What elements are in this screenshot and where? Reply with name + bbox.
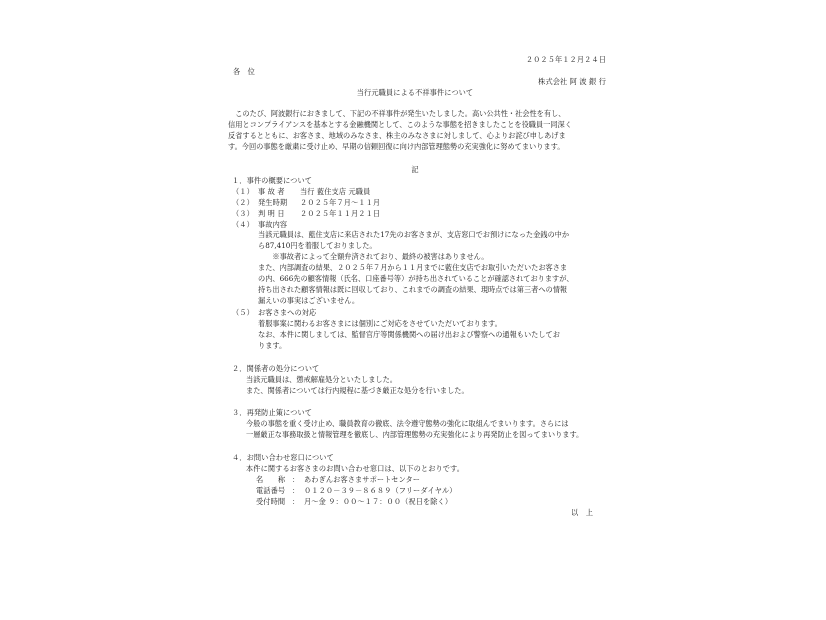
incident-line: また、内部調査の結果、２０２５年７月から１１月までに藍住支店でお取引いただいたお客さま xyxy=(258,263,568,272)
incident-line: 当該元職員は、藍住支店に来店された17先のお客さまが、支店窓口でお預けになった金銭の中か xyxy=(258,230,570,239)
section4-intro: 本件に関するお客さまのお問い合わせ窓口は、以下のとおりです。 xyxy=(246,464,465,473)
contact-separator: ： xyxy=(292,475,300,484)
item-number: （３） xyxy=(232,209,254,218)
contact-separator: ： xyxy=(292,497,300,506)
section3-line: 今般の事態を重く受け止め、職員教育の徹底、法令遵守態勢の強化に取組んでまいります。さらには xyxy=(246,419,569,428)
section4-heading: ４．お問い合わせ窓口について xyxy=(232,453,334,462)
item-label: 発生時期 xyxy=(258,198,288,207)
document-title: 当行元職員による不祥事件について xyxy=(356,88,474,97)
item-label: お客さまへの対応 xyxy=(258,308,317,317)
contact-phone: ０１２０－３９－８６８９（フリーダイヤル） xyxy=(304,486,457,495)
intro-line: このたび、阿波銀行におきまして、下記の不祥事件が発生いたしました。高い公共性・社会性を有し、 xyxy=(228,109,566,118)
response-line: ります。 xyxy=(258,341,287,350)
item-value: ２０２５年１１月２１日 xyxy=(300,209,381,218)
section1-heading: １．事件の概要について xyxy=(232,176,313,185)
item-label: 事 故 者 xyxy=(258,187,285,196)
incident-line: 漏えいの事実はございません。 xyxy=(258,296,360,305)
section2-line: また、関係者については行内規程に基づき厳正な処分を行いました。 xyxy=(246,386,469,395)
item-number: （４） xyxy=(232,220,254,229)
contact-label: 受付時間 xyxy=(256,497,286,506)
incident-details xyxy=(258,229,598,306)
addressee: 各 位 xyxy=(233,67,255,76)
contact-name: あわぎんお客さまサポートセンター xyxy=(304,475,421,484)
item-value: ２０２５年７月～１１月 xyxy=(300,198,381,207)
intro-line: す。今回の事態を厳粛に受け止め、早期の信頼回復に向け内部管理態勢の充実強化に努めてまいります。 xyxy=(228,142,565,151)
contact-separator: ： xyxy=(292,486,300,495)
intro-line: 信用とコンプライアンスを基本とする金融機関として、このような事態を招きましたことを役職員一同深く xyxy=(228,120,572,129)
contact-hours: 月～金 ９：００～１７：００（祝日を除く） xyxy=(304,497,453,506)
item-number: （２） xyxy=(232,198,254,207)
intro-paragraph xyxy=(228,108,606,152)
issuer-name: 株式会社 阿 波 銀 行 xyxy=(538,77,606,86)
section2-body xyxy=(246,374,586,396)
document-date: ２０２５年１２月２４日 xyxy=(525,55,606,64)
customer-response xyxy=(258,318,598,351)
incident-line: 持ち出された顧客情報は既に回収しており、これまでの調査の結果、現時点では第三者への情報 xyxy=(258,285,568,294)
closing-mark: 以 上 xyxy=(571,508,593,517)
section3-line: 一層厳正な事務取扱と情報管理を徹底し、内部管理態勢の充実強化により再発防止を図ってまいります。 xyxy=(246,430,584,439)
item-number: （１） xyxy=(232,187,254,196)
section2-line: 当該元職員は、懲戒解雇処分といたしました。 xyxy=(246,375,397,384)
contact-label: 名 称 xyxy=(256,475,286,484)
section3-body xyxy=(246,418,606,440)
item-label: 判 明 日 xyxy=(258,209,285,218)
intro-line: 反省するとともに、お客さま、地域のみなさま、株主のみなさまに対しまして、心よりお詫び申しあげま xyxy=(228,131,566,140)
section2-heading: ２．関係者の処分について xyxy=(232,364,320,373)
ki-marker: 記 xyxy=(411,165,419,174)
incident-line: ※事故者によって全額弁済されており、最終の被害はありません。 xyxy=(258,252,489,261)
item-number: （５） xyxy=(232,308,254,317)
incident-line: ら87,410円を着服しておりました。 xyxy=(258,241,377,250)
item-label: 事故内容 xyxy=(258,220,288,229)
response-line: なお、本件に関しましては、監督官庁等関係機関への届け出および警察への通報もいたしてお xyxy=(258,330,560,339)
incident-line: の内、666先の顧客情報（氏名、口座番号等）が持ち出されていることが確認されておりますが、 xyxy=(258,274,574,283)
contact-label: 電話番号 xyxy=(256,486,286,495)
response-line: 着服事案に関わるお客さまには個別にご対応をさせていただいております。 xyxy=(258,319,502,328)
section3-heading: ３．再発防止策について xyxy=(232,408,313,417)
item-value: 当行 藍住支店 元職員 xyxy=(300,187,371,196)
